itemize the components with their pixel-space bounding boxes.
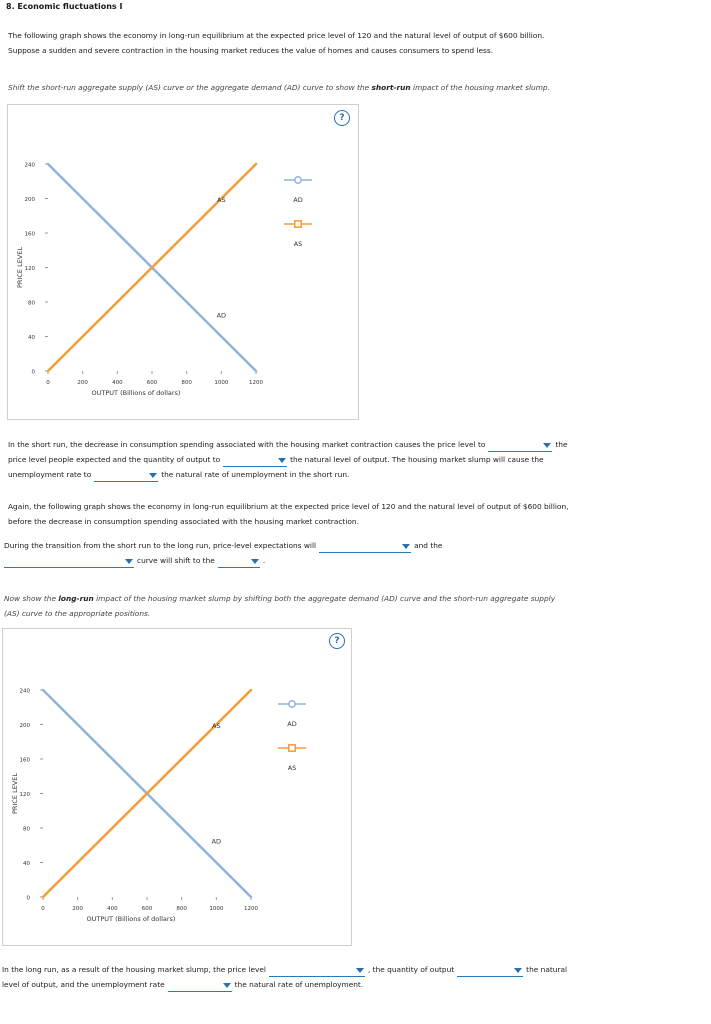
legend-label: AD bbox=[287, 720, 297, 728]
y-axis-label: PRICE LEVEL bbox=[11, 773, 19, 814]
long-run-output-dropdown[interactable] bbox=[457, 965, 523, 977]
x-tick-label: 0 bbox=[41, 906, 45, 912]
legend-circle-icon bbox=[289, 701, 295, 707]
question-text: . bbox=[262, 556, 266, 565]
x-tick-label: 600 bbox=[141, 906, 153, 912]
y-tick-label: 40 bbox=[23, 861, 30, 867]
question-text: the natural rate of unemployment. bbox=[234, 980, 364, 989]
direction-dropdown[interactable] bbox=[218, 556, 260, 568]
question-text: In the short run, the decrease in consumption spending associated with the housing market contraction causes the price level to bbox=[8, 440, 486, 449]
y-tick-label: 160 bbox=[24, 231, 35, 238]
x-axis-label: OUTPUT (Billions of dollars) bbox=[91, 389, 181, 397]
as-curve-label: AS bbox=[217, 195, 226, 204]
dropdown-arrow-icon bbox=[223, 983, 231, 988]
x-tick-label: 400 bbox=[107, 906, 118, 912]
again-line-1: Again, the following graph shows the economy in long-run equilibrium at the expected price level of 120 and the natural level of output of $600 billion, bbox=[8, 502, 569, 511]
ad-as-chart bbox=[8, 105, 358, 419]
question-text: and the bbox=[414, 541, 443, 550]
question-text: price level people expected and the quantity of output to bbox=[8, 455, 221, 464]
x-tick-label: 200 bbox=[72, 906, 83, 912]
instruction-text: impact of the housing market slump by shifting both the aggregate demand (AD) curve and the short-run aggregate supply bbox=[93, 594, 556, 603]
y-tick-label: 40 bbox=[28, 335, 35, 341]
question-text: the bbox=[555, 440, 568, 449]
y-tick-label: 80 bbox=[23, 826, 30, 833]
instruction-text: (AS) curve to the appropriate positions. bbox=[4, 609, 151, 618]
x-tick-label: 800 bbox=[181, 380, 192, 386]
question-text: , the quantity of output bbox=[367, 965, 455, 974]
y-tick-label: 0 bbox=[26, 895, 30, 902]
question-text: unemployment rate to bbox=[8, 470, 92, 479]
instruction-bold: long-run bbox=[58, 594, 94, 603]
expectations-dropdown[interactable] bbox=[319, 541, 411, 553]
instruction-text: Now show the bbox=[4, 594, 59, 603]
x-tick-label: 1200 bbox=[244, 906, 258, 912]
y-tick-label: 120 bbox=[24, 266, 35, 272]
help-icon[interactable]: ? bbox=[334, 110, 350, 126]
legend-square-icon bbox=[289, 745, 295, 751]
question-text: level of output, and the unemployment rate bbox=[2, 980, 165, 989]
y-tick-label: 240 bbox=[24, 162, 35, 169]
intro-line-1: The following graph shows the economy in long-run equilibrium at the expected price level of 120 and the natural level of output of $600 billion. bbox=[8, 31, 545, 40]
legend-circle-icon bbox=[295, 177, 301, 183]
question-transition bbox=[4, 538, 704, 568]
x-tick-label: 1200 bbox=[249, 380, 263, 386]
x-tick-label: 0 bbox=[46, 380, 50, 386]
long-run-unemployment-dropdown[interactable] bbox=[168, 980, 232, 992]
x-axis-label: OUTPUT (Billions of dollars) bbox=[86, 915, 176, 923]
question-text: curve will shift to the bbox=[137, 556, 215, 565]
graph-panel-short-run bbox=[7, 104, 359, 420]
x-tick-label: 400 bbox=[112, 380, 123, 386]
instruction-bold: short-run bbox=[371, 83, 411, 92]
y-tick-label: 200 bbox=[19, 723, 30, 729]
dropdown-arrow-icon bbox=[543, 443, 551, 448]
dropdown-arrow-icon bbox=[356, 968, 364, 973]
question-text: During the transition from the short run to the long run, price-level expectations will bbox=[4, 541, 317, 550]
ad-as-chart bbox=[3, 629, 351, 945]
intro-text bbox=[8, 28, 544, 58]
again-line-2: before the decrease in consumption spending associated with the housing market contraction. bbox=[8, 517, 359, 526]
x-tick-label: 1000 bbox=[214, 380, 229, 386]
legend-label: AD bbox=[293, 196, 303, 204]
y-tick-label: 80 bbox=[28, 300, 35, 307]
question-short-run bbox=[8, 437, 708, 482]
dropdown-arrow-icon bbox=[149, 473, 157, 478]
graph-panel-long-run bbox=[2, 628, 352, 946]
x-tick-label: 800 bbox=[176, 906, 187, 912]
x-tick-label: 600 bbox=[146, 380, 158, 386]
output-dropdown[interactable] bbox=[223, 455, 287, 467]
as-curve-label: AS bbox=[212, 721, 221, 730]
y-axis-label: PRICE LEVEL bbox=[16, 247, 24, 288]
question-text: In the long run, as a result of the housing market slump, the price level bbox=[2, 965, 266, 974]
y-tick-label: 160 bbox=[19, 757, 30, 764]
dropdown-arrow-icon bbox=[125, 559, 133, 564]
instruction-text: impact of the housing market slump. bbox=[410, 83, 550, 92]
again-text bbox=[8, 499, 568, 529]
price-level-dropdown[interactable] bbox=[488, 440, 552, 452]
dropdown-arrow-icon bbox=[402, 544, 410, 549]
long-run-price-dropdown[interactable] bbox=[269, 965, 365, 977]
instruction-short-run bbox=[8, 80, 550, 95]
help-icon[interactable]: ? bbox=[329, 633, 345, 649]
y-tick-label: 240 bbox=[19, 688, 30, 695]
legend-label: AS bbox=[293, 240, 303, 248]
intro-line-2: Suppose a sudden and severe contraction in the housing market reduces the value of homes and causes consumers to spend less. bbox=[8, 46, 494, 55]
question-text: the natural level of output. The housing market slump will cause the bbox=[290, 455, 544, 464]
instruction-text: Shift the short-run aggregate supply (AS) curve or the aggregate demand (AD) curve to show the bbox=[8, 83, 372, 92]
instruction-long-run bbox=[4, 591, 555, 621]
y-tick-label: 200 bbox=[24, 197, 35, 203]
y-tick-label: 120 bbox=[19, 792, 30, 798]
ad-curve-label: AD bbox=[216, 311, 227, 320]
question-text: the natural bbox=[526, 965, 568, 974]
curve-dropdown[interactable] bbox=[4, 556, 134, 568]
y-tick-label: 0 bbox=[31, 369, 35, 376]
dropdown-arrow-icon bbox=[251, 559, 259, 564]
legend-square-icon bbox=[295, 221, 301, 227]
dropdown-arrow-icon bbox=[278, 458, 286, 463]
x-tick-label: 1000 bbox=[209, 906, 224, 912]
question-long-run bbox=[2, 962, 708, 992]
page-title: 8. Economic fluctuations I bbox=[6, 2, 123, 11]
unemployment-dropdown[interactable] bbox=[94, 470, 158, 482]
x-tick-label: 200 bbox=[77, 380, 88, 386]
ad-curve-label: AD bbox=[211, 837, 222, 846]
legend-label: AS bbox=[287, 764, 297, 772]
dropdown-arrow-icon bbox=[514, 968, 522, 973]
question-text: the natural rate of unemployment in the short run. bbox=[161, 470, 350, 479]
